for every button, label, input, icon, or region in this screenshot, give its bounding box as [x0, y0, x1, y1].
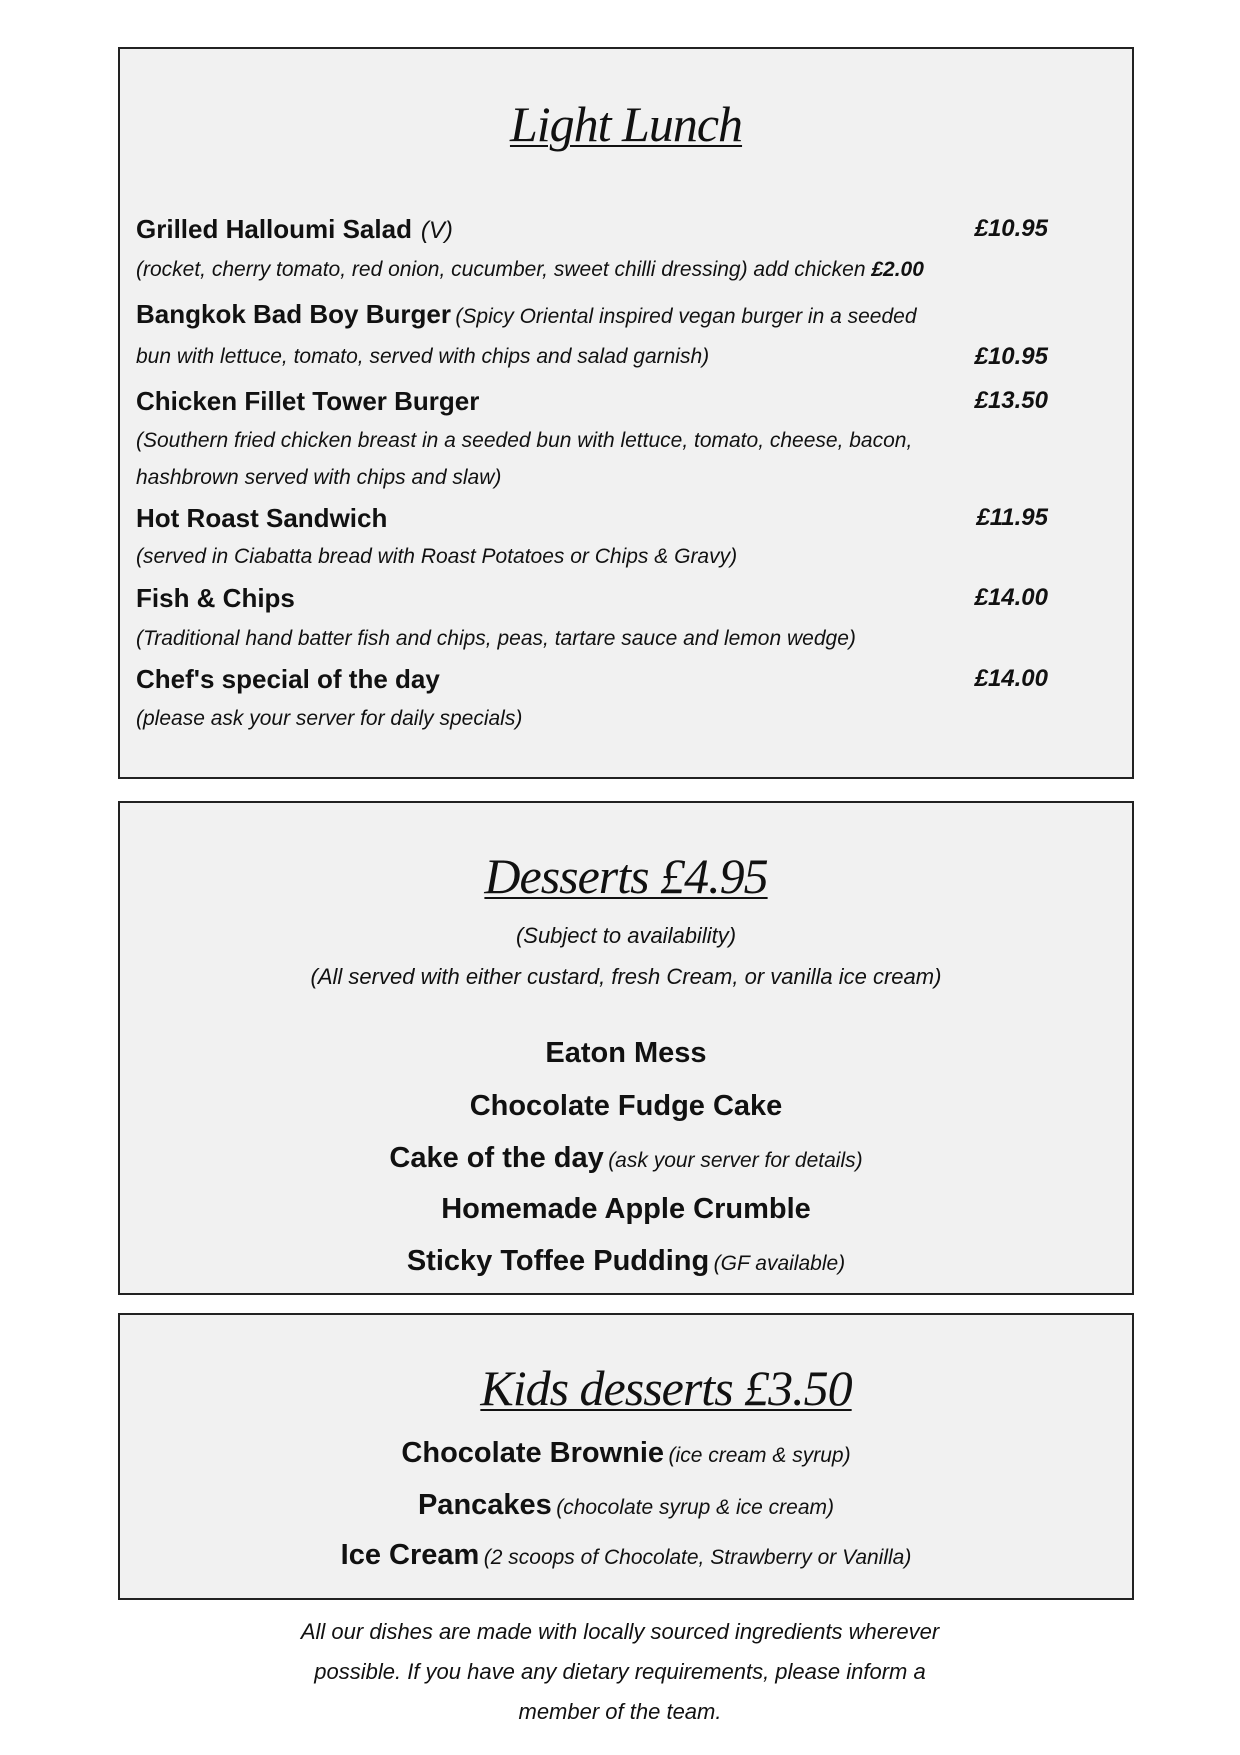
desserts-section [118, 801, 1134, 1295]
menu-item-price: £11.95 [976, 504, 1048, 531]
section-title: Light Lunch [509, 96, 743, 152]
footer-line: possible. If you have any dietary requirements, please inform a [314, 1659, 926, 1684]
kids-dessert-item: Chocolate Brownie (ice cream & syrup) [401, 1437, 851, 1469]
menu-item-description: (please ask your server for daily specials) [136, 707, 523, 730]
dessert-item: Chocolate Fudge Cake [469, 1090, 783, 1122]
menu-item-price: £13.50 [974, 387, 1048, 414]
kids-dessert-item: Ice Cream (2 scoops of Chocolate, Strawberry or Vanilla) [340, 1539, 912, 1571]
desserts-subtitle: (Subject to availability) [515, 923, 737, 948]
section-title: Desserts £4.95 [484, 848, 768, 904]
menu-item-description: hashbrown served with chips and slaw) [136, 466, 502, 489]
extra-price: £2.00 [871, 258, 924, 281]
menu-item-name: Grilled Halloumi Salad (V) [136, 214, 453, 244]
menu-item-name: Fish & Chips [136, 583, 295, 613]
menu-item-description: (rocket, cherry tomato, red onion, cucumber, sweet chilli dressing) add chicken £2.00 [136, 258, 924, 281]
menu-item-price: £14.00 [974, 584, 1048, 611]
menu-item-name: Bangkok Bad Boy Burger (Spicy Oriental inspired vegan burger in a seeded [136, 299, 917, 329]
section-title: Kids desserts £3.50 [480, 1360, 852, 1416]
footer-note [180, 1612, 1060, 1732]
menu-item-name: Hot Roast Sandwich [136, 503, 388, 533]
kids-dessert-item: Pancakes (chocolate syrup & ice cream) [417, 1489, 835, 1521]
light-lunch-section [118, 47, 1134, 779]
footer-line: member of the team. [518, 1699, 722, 1724]
menu-item-price: £10.95 [974, 215, 1048, 242]
menu-item-name: Chicken Fillet Tower Burger [136, 386, 480, 416]
menu-item-description: (Traditional hand batter fish and chips, peas, tartare sauce and lemon wedge) [136, 627, 856, 650]
menu-item-description: (Southern fried chicken breast in a seeded bun with lettuce, tomato, cheese, bacon, [136, 429, 913, 452]
desserts-subtitle: (All served with either custard, fresh Cream, or vanilla ice cream) [310, 964, 942, 989]
kids-desserts-section [118, 1313, 1134, 1600]
menu-item-name: Chef's special of the day [136, 664, 440, 694]
menu-item-description: bun with lettuce, tomato, served with chips and salad garnish) [136, 345, 710, 368]
menu-item-price: £10.95 [974, 343, 1048, 370]
menu-item-description: (served in Ciabatta bread with Roast Potatoes or Chips & Gravy) [136, 545, 738, 568]
footer-line: All our dishes are made with locally sourced ingredients wherever [300, 1619, 940, 1644]
menu-item-price: £14.00 [974, 665, 1048, 692]
dessert-item: Eaton Mess [545, 1037, 707, 1069]
dessert-item: Sticky Toffee Pudding (GF available) [406, 1245, 846, 1277]
dessert-item: Homemade Apple Crumble [441, 1193, 811, 1225]
dessert-item: Cake of the day (ask your server for details) [389, 1142, 863, 1174]
